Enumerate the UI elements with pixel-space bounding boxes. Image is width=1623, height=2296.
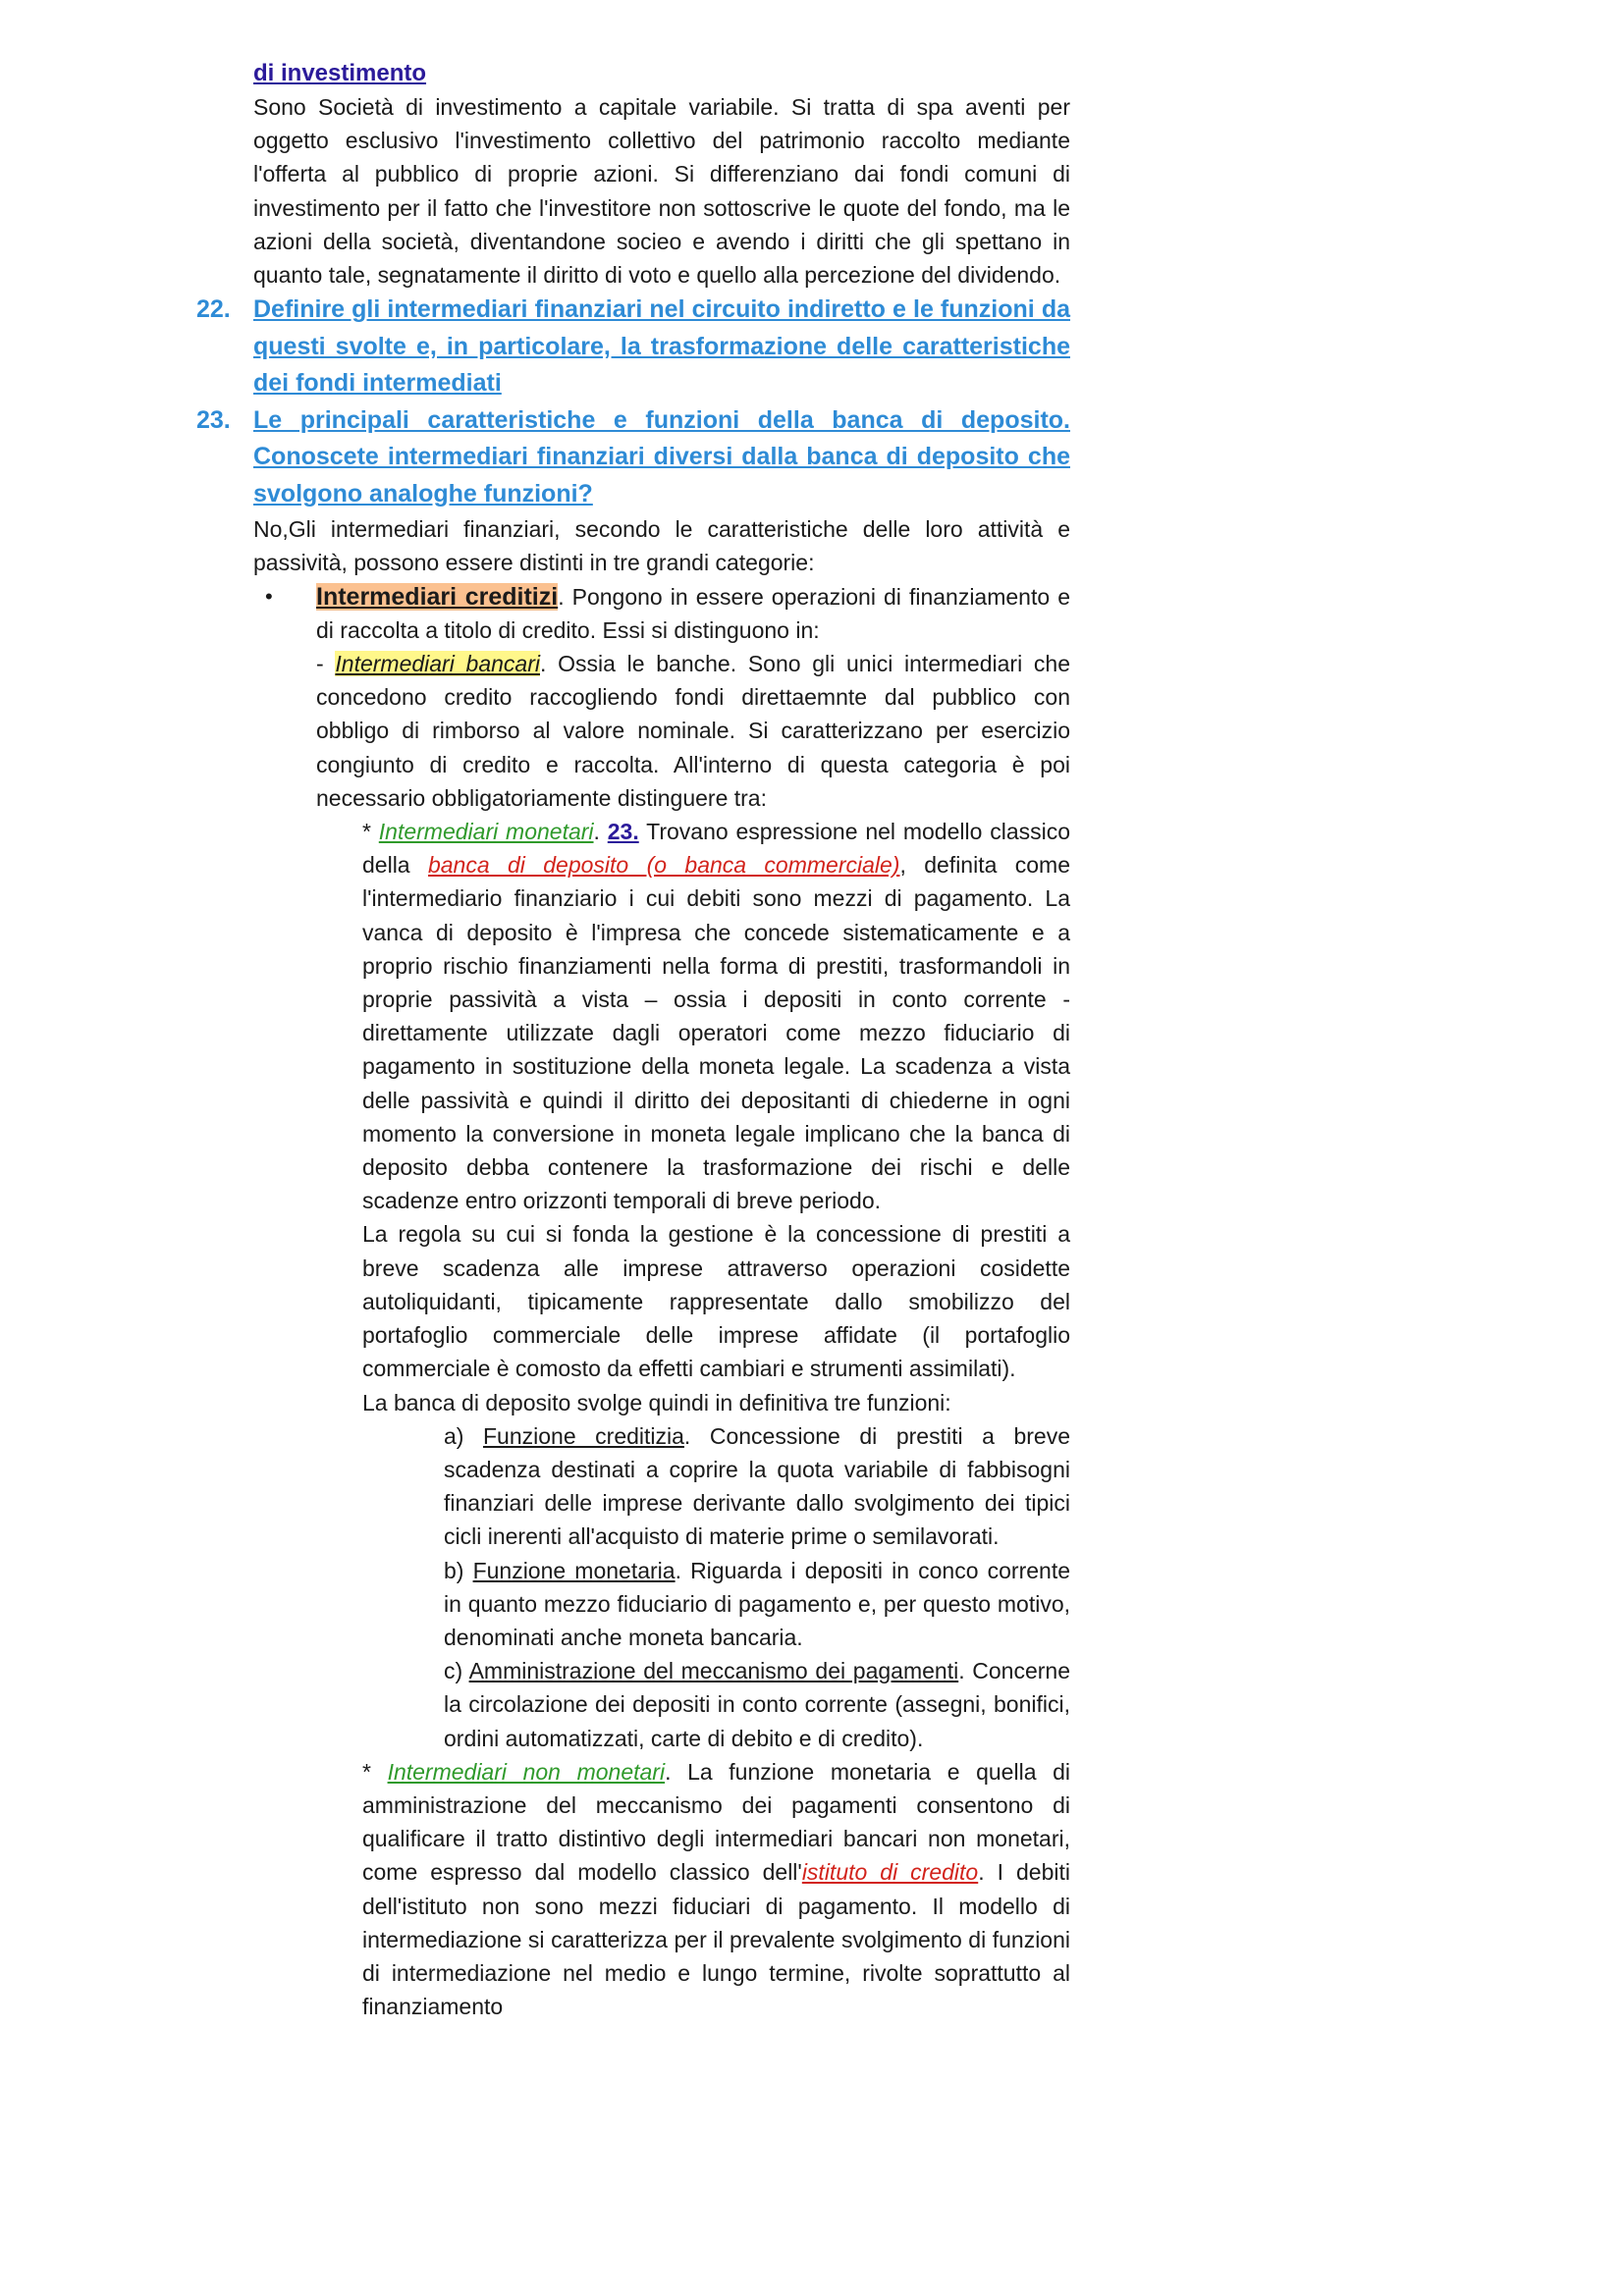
question-number: 23. — [196, 405, 231, 434]
monetari-block — [362, 815, 1070, 2023]
function-item: c) Amministrazione del meccanismo dei pagamenti. Concerne la circolazione dei depositi in conto corrente (assegni, bonifici, ordini automatizzati, carte di debito e di credito). — [444, 1658, 1071, 1751]
section-heading: di investimento — [253, 60, 427, 86]
sicav-paragraph: Sono Società di investimento a capitale variabile. Si tratta di spa aventi per oggetto esclusivo l'investimento collettivo del patrimonio raccolto mediante l'offerta al pubblico di proprie azioni. Si differenziano dai fondi comuni di investimento per il fatto che l'investitore non sottoscrive le quote del fondo, ma le azioni della società, diventandone socieo e avendo i diritti che gli spettano in quanto tale, segnatamente il diritto di voto e quello alla percezione del dividendo. — [253, 94, 1070, 289]
bullet-icon: • — [265, 583, 273, 609]
document-page — [196, 57, 1071, 2023]
question-23 — [196, 402, 1070, 513]
question-text: Le principali caratteristiche e funzioni della banca di deposito. Conoscete intermediari finanziari diversi dalla banca di deposito che svolgono analoghe funzioni? — [253, 405, 1070, 507]
non-monetari-paragraph: * Intermediari non monetari. La funzione monetaria e quella di amministrazione del meccanismo dei pagamenti consentono di qualificare il tratto distintivo degli intermediari bancari non monetari, come espresso dal modello classico dell'istituto di credito. I debiti dell'istituto non sono mezzi fiduciari di pagamento. Il modello di intermediazione si caratterizza per il prevalente svolgimento di funzioni di intermediazione nel medio e lungo termine, rivolte soprattutto al finanziamento — [362, 1758, 1070, 2020]
monetari-paragraph: * Intermediari monetari. 23. Trovano espressione nel modello classico della banca di deposito (o banca commerciale), definita come l'intermediario finanziario i cui debiti sono mezzi di pagamento. La vanca di deposito è l'impresa che concede sistematicamente e a proprio rischio finanziamenti nella forma di prestiti, trasformandoli in proprie passività a vista – ossia i depositi in conto corrente - direttamente utilizzate dagli operatori come mezzo fiduciario di pagamento in sostituzione della moneta legale. La scadenza a vista delle passività e quindi il diritto dei depositanti di chiederne in ogni momento la conversione in moneta legale implicano che la banca di deposito debba contenere la trasformazione dei rischi e delle scadenze entro orizzonti temporali di breve periodo. — [362, 819, 1071, 1214]
highlight-creditizi: Intermediari creditizi — [316, 582, 559, 611]
highlight-bancari: Intermediari bancari — [335, 651, 540, 677]
question-number: 22. — [196, 295, 231, 324]
bullet-intermediari-creditizi — [265, 580, 1071, 2024]
label-istituto-credito: istituto di credito — [801, 1859, 979, 1886]
answer-intro: No,Gli intermediari finanziari, secondo le caratteristiche delle loro attività e passività, possono essere distinti in tre grandi categorie: — [253, 516, 1070, 576]
functions-list — [444, 1419, 1070, 1755]
funzioni-intro: La banca di deposito svolge quindi in definitiva tre funzioni: — [362, 1389, 951, 1415]
function-item: b) Funzione monetaria. Riguarda i depositi in conco corrente in quanto mezzo fiduciario di pagamento e, per questo motivo, denominati anche moneta bancaria. — [444, 1557, 1070, 1650]
reference-link[interactable]: 23. — [607, 819, 639, 845]
label-banca-deposito: banca di deposito (o banca commerciale) — [427, 852, 900, 879]
label-non-monetari: Intermediari non monetari — [387, 1758, 666, 1785]
creditizi-paragraph: Intermediari creditizi. Pongono in essere operazioni di finanziamento e di raccolta a titolo di credito. Essi si distinguono in: - Intermediari bancari. Ossia le banche. Sono gli unici intermediari che concedono credito raccogliendo fondi direttaemnte dal pubblico con obbligo di rimborso al valore nominale. Si caratterizzano per esercizio congiunto di credito e raccolta. All'interno di questa categoria è poi necessario obbligatoriamente distinguere tra: — [316, 582, 1070, 811]
gestione-paragraph: La regola su cui si fonda la gestione è la concessione di prestiti a breve scadenza alle imprese attraverso operazioni cosidette autoliquidanti, tipicamente rappresentate dallo smobilizzo del portafoglio commerciale delle imprese affidate (il portafoglio commerciale è comosto da effetti cambiari e strumenti assimilati). — [362, 1221, 1070, 1382]
question-text: Definire gli intermediari finanziari nel circuito indiretto e le funzioni da questi svolte e, in particolare, la trasformazione delle caratteristiche dei fondi intermediati — [253, 295, 1070, 398]
question-22 — [196, 292, 1070, 402]
label-monetari: Intermediari monetari — [378, 819, 594, 845]
function-item: a) Funzione creditizia. Concessione di prestiti a breve scadenza destinati a coprire la quota variabile di fabbisogni finanziari delle imprese derivante dallo svolgimento dei tipici cicli inerenti all'acquisto di materie prime o semilavorati. — [444, 1422, 1070, 1550]
